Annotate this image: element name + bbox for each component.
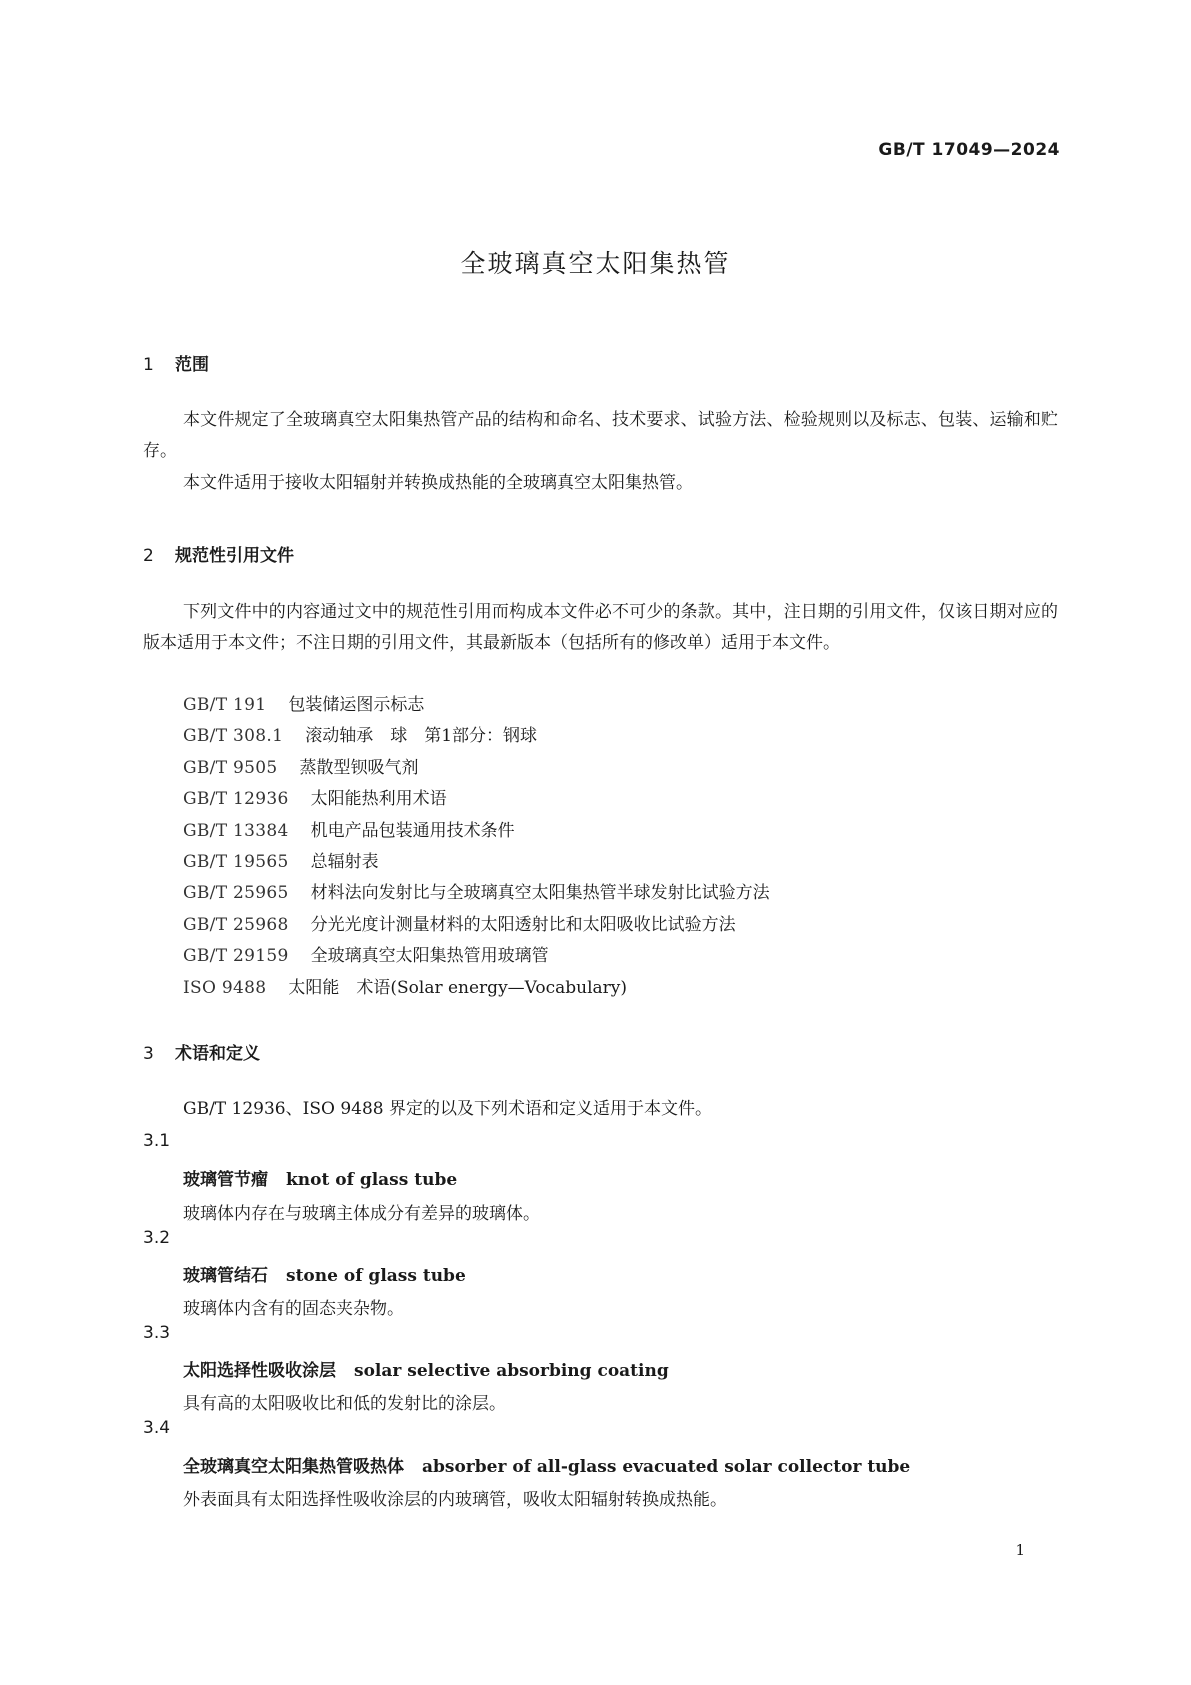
section-title: 规范性引用文件	[175, 546, 294, 566]
reference-item	[183, 753, 770, 784]
reference-code: GB/T 308.1	[183, 726, 284, 747]
standard-number: GB/T 17049—2024	[878, 140, 1060, 160]
reference-title: 太阳能 术语(Solar energy—Vocabulary)	[288, 977, 628, 998]
reference-item	[183, 816, 770, 847]
term-number: 3.3	[143, 1323, 171, 1343]
term-zh: 玻璃管节瘤	[183, 1170, 268, 1190]
reference-list	[183, 690, 770, 1004]
term-en: knot of glass tube	[286, 1170, 458, 1190]
reference-title: 材料法向发射比与全玻璃真空太阳集热管半球发射比试验方法	[310, 883, 770, 904]
term-zh: 全玻璃真空太阳集热管吸热体	[183, 1457, 404, 1477]
reference-title: 太阳能热利用术语	[310, 789, 447, 810]
term-number: 3.2	[143, 1228, 171, 1248]
reference-code: ISO 9488	[183, 977, 267, 998]
term-en: stone of glass tube	[286, 1266, 466, 1286]
section-title: 范围	[175, 355, 209, 375]
term-definition: 玻璃体内含有的固态夹杂物。	[183, 1299, 404, 1319]
reference-code: GB/T 25965	[183, 883, 289, 904]
page-number: 1	[1015, 1541, 1025, 1559]
reference-code: GB/T 12936	[183, 789, 289, 810]
reference-title: 分光光度计测量材料的太阳透射比和太阳吸收比试验方法	[310, 914, 736, 935]
reference-title: 全玻璃真空太阳集热管用玻璃管	[310, 946, 549, 967]
term-heading	[183, 1165, 457, 1190]
reference-code: GB/T 13384	[183, 820, 289, 841]
term-definition: 外表面具有太阳选择性吸收涂层的内玻璃管，吸收太阳辐射转换成热能。	[183, 1490, 727, 1510]
term-heading	[183, 1452, 910, 1477]
reference-item	[183, 878, 770, 909]
term-number: 3.1	[143, 1131, 171, 1151]
term-en: absorber of all-glass evacuated solar collector tube	[422, 1457, 911, 1477]
reference-code: GB/T 25968	[183, 914, 289, 935]
reference-item	[183, 690, 770, 721]
section-2-heading	[143, 541, 294, 566]
scope-paragraph-2: 本文件适用于接收太阳辐射并转换成热能的全玻璃真空太阳集热管。	[183, 473, 693, 493]
reference-item	[183, 784, 770, 815]
reference-item	[183, 973, 770, 1004]
reference-code: GB/T 29159	[183, 946, 289, 967]
reference-item	[183, 847, 770, 878]
term-en: solar selective absorbing coating	[354, 1361, 669, 1381]
terms-intro: GB/T 12936、ISO 9488 界定的以及下列术语和定义适用于本文件。	[183, 1099, 712, 1119]
reference-item	[183, 910, 770, 941]
section-number: 1	[143, 355, 154, 375]
section-1-heading	[143, 350, 209, 375]
scope-paragraph-1: 本文件规定了全玻璃真空太阳集热管产品的结构和命名、技术要求、试验方法、检验规则以及标志、包装、运输和贮存。	[143, 410, 1058, 461]
section-3-heading	[143, 1039, 260, 1064]
reference-title: 蒸散型钡吸气剂	[299, 757, 419, 778]
document-title: 全玻璃真空太阳集热管	[460, 249, 731, 278]
term-definition: 玻璃体内存在与玻璃主体成分有差异的玻璃体。	[183, 1204, 540, 1224]
reference-title: 滚动轴承 球 第1部分：钢球	[305, 726, 538, 747]
reference-code: GB/T 19565	[183, 852, 289, 873]
references-intro: 下列文件中的内容通过文中的规范性引用而构成本文件必不可少的条款。其中，注日期的引用文件，仅该日期对应的版本适用于本文件；不注日期的引用文件，其最新版本（包括所有的修改单）适用于本文件。	[143, 602, 1058, 653]
term-zh: 太阳选择性吸收涂层	[183, 1361, 336, 1381]
reference-item	[183, 941, 770, 972]
term-definition: 具有高的太阳吸收比和低的发射比的涂层。	[183, 1394, 506, 1414]
reference-item	[183, 721, 770, 752]
term-number: 3.4	[143, 1418, 171, 1438]
term-zh: 玻璃管结石	[183, 1266, 268, 1286]
reference-code: GB/T 191	[183, 695, 267, 715]
term-heading	[183, 1261, 466, 1286]
reference-title: 包装储运图示标志	[288, 695, 425, 715]
term-heading	[183, 1356, 669, 1381]
section-number: 2	[143, 546, 154, 566]
reference-title: 总辐射表	[310, 852, 379, 873]
reference-title: 机电产品包装通用技术条件	[310, 820, 515, 841]
reference-code: GB/T 9505	[183, 757, 278, 778]
section-title: 术语和定义	[175, 1044, 260, 1064]
section-number: 3	[143, 1044, 154, 1064]
